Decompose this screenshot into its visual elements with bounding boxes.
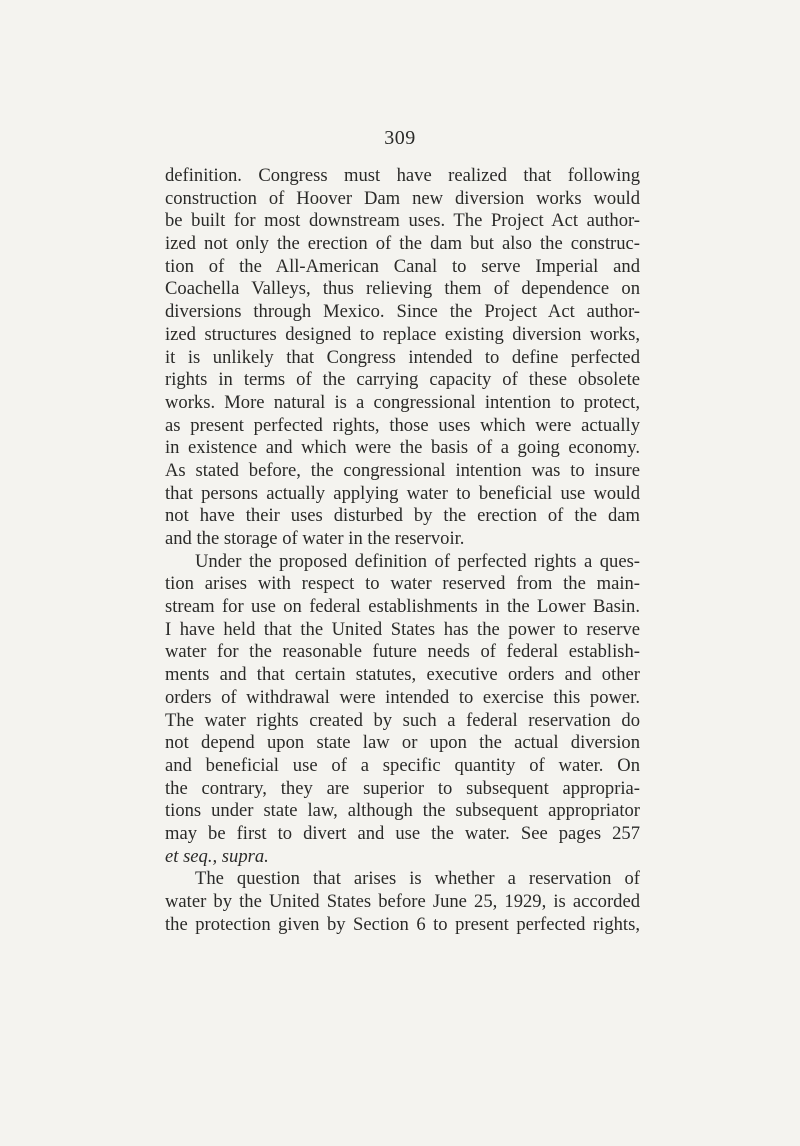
text-line: works. More natural is a congressional intention to protect, <box>165 391 640 413</box>
text-line <box>165 846 640 869</box>
body-text <box>165 165 640 936</box>
text-line: water for the reasonable future needs of federal establish- <box>165 641 640 663</box>
text-line: as present perfected rights, those uses which were actually <box>165 414 640 436</box>
text-line: tions under state law, although the subsequent appropriator <box>165 800 640 822</box>
text-line: and the storage of water in the reservoir. <box>165 528 465 549</box>
text-line: the protection given by Section 6 to present perfected rights, <box>165 913 640 935</box>
italic-text: et seq., supra. <box>165 845 269 867</box>
text-line: I have held that the United States has the power to reserve <box>165 618 640 640</box>
text-line: rights in terms of the carrying capacity of these obsolete <box>165 369 640 391</box>
text-line: it is unlikely that Congress intended to define perfected <box>165 346 640 368</box>
text-line: As stated before, the congressional intention was to insure <box>165 459 640 481</box>
text-line: The question that arises is whether a reservation of <box>195 868 640 890</box>
text-line: construction of Hoover Dam new diversion works would <box>165 187 640 209</box>
text-line: the contrary, they are superior to subsequent appropria- <box>165 777 640 799</box>
text-line: in existence and which were the basis of a going economy. <box>165 437 640 459</box>
text-line: orders of withdrawal were intended to exercise this power. <box>165 686 640 708</box>
text-line: ments and that certain statutes, executive orders and other <box>165 664 640 686</box>
text-line: diversions through Mexico. Since the Project Act author- <box>165 301 640 323</box>
text-line: tion arises with respect to water reserved from the main- <box>165 573 640 595</box>
text-line: ized structures designed to replace existing diversion works, <box>165 323 640 345</box>
text-line: Under the proposed definition of perfected rights a ques- <box>195 550 640 572</box>
text-line: water by the United States before June 25, 1929, is accorded <box>165 891 640 912</box>
text-line: not depend upon state law or upon the actual diversion <box>165 732 640 754</box>
page-number: 309 <box>384 127 416 149</box>
text-line: that persons actually applying water to beneficial use would <box>165 482 640 504</box>
text-line: may be first to divert and use the water. See pages 257 <box>165 822 640 844</box>
text-line: The water rights created by such a federal reservation do <box>165 709 640 731</box>
text-line: be built for most downstream uses. The Project Act author- <box>165 210 640 232</box>
text-line: stream for use on federal establishments in the Lower Basin. <box>165 596 640 618</box>
text-line: definition. Congress must have realized that following <box>165 165 640 186</box>
text-line: ized not only the erection of the dam but also the construc- <box>165 233 640 255</box>
text-line: Coachella Valleys, thus relieving them of dependence on <box>165 278 640 300</box>
text-line: tion of the All-American Canal to serve Imperial and <box>165 255 640 277</box>
text-line: not have their uses disturbed by the erection of the dam <box>165 505 640 527</box>
text-line: and beneficial use of a specific quantity of water. On <box>165 754 640 776</box>
